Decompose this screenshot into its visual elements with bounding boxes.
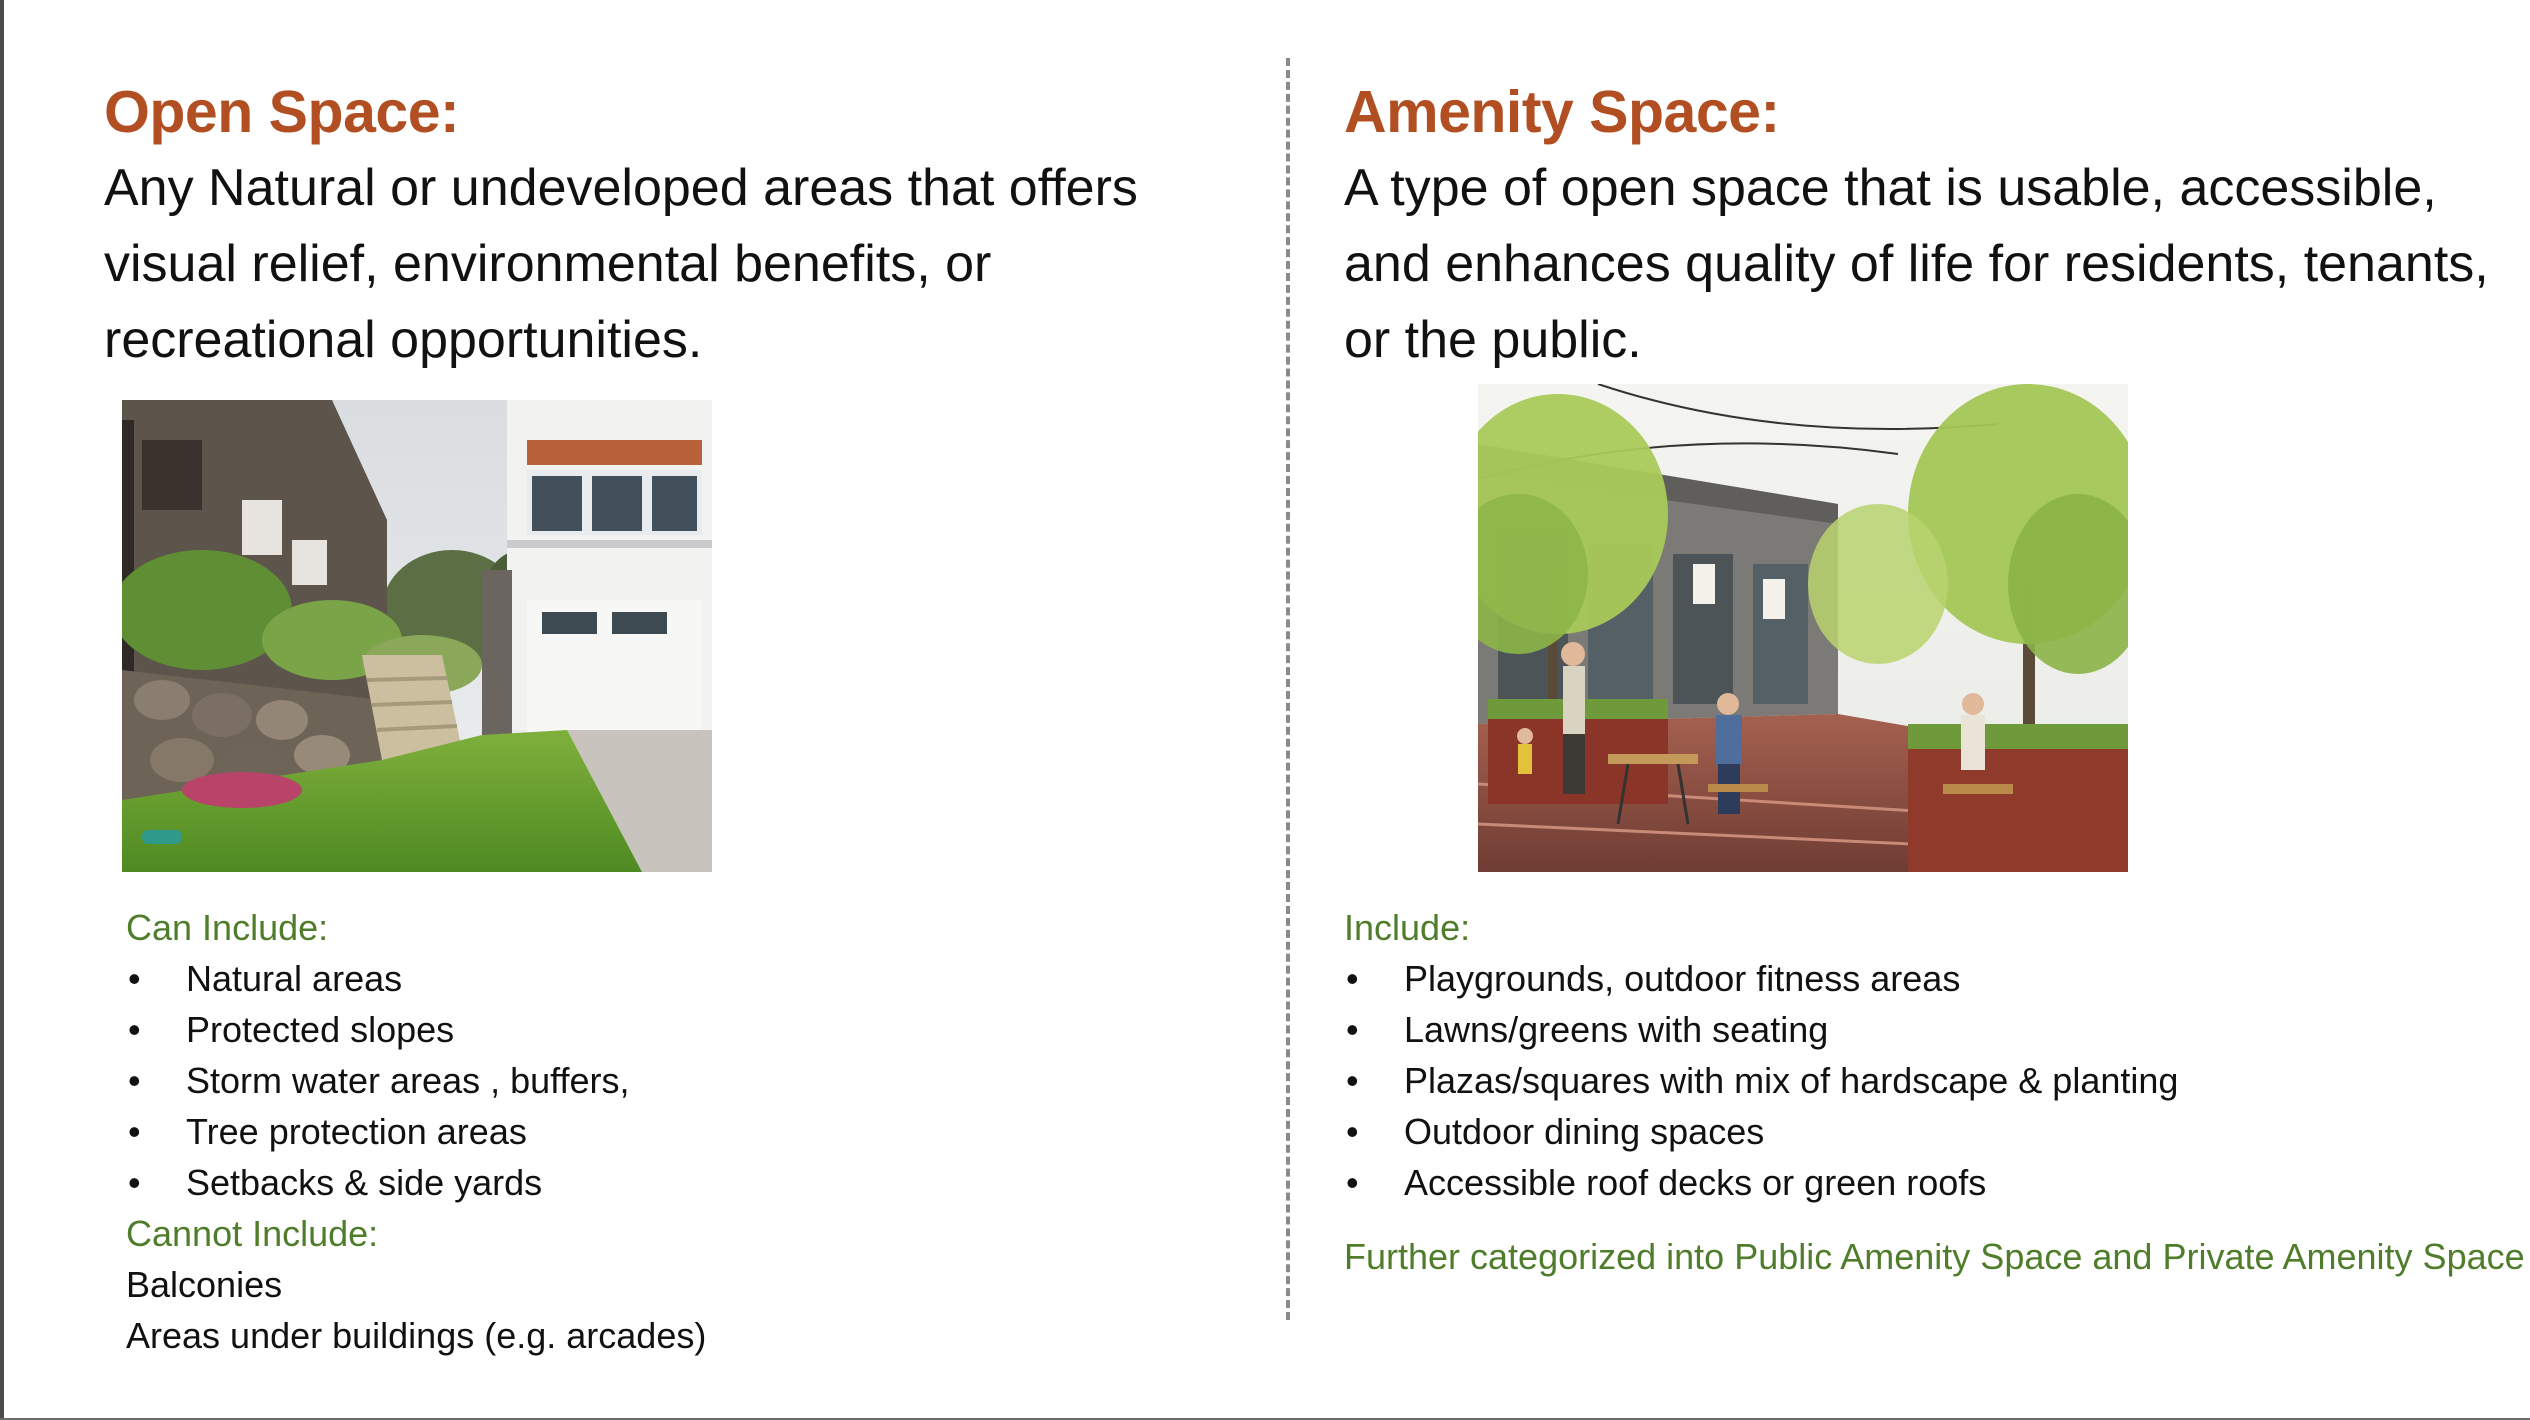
list-item: • Plazas/squares with mix of hardscape & planting [1344, 1055, 2178, 1106]
bullet-icon: • [1346, 1009, 1359, 1050]
can-include-label: Can Include: [126, 907, 329, 948]
cannot-include-item: Balconies [126, 1264, 283, 1305]
cannot-include-item: Areas under buildings (e.g. arcades) [126, 1315, 707, 1356]
bullet-icon: • [128, 958, 141, 999]
bullet-icon: • [128, 1009, 141, 1050]
bullet-icon: • [1346, 1162, 1359, 1203]
bullet-icon: • [128, 1162, 141, 1203]
amenity-space-photo [1478, 384, 2128, 872]
column-divider [1286, 58, 1290, 1320]
bullet-icon: • [1346, 1111, 1359, 1152]
slide-left-edge [0, 0, 4, 1420]
open-space-photo [122, 400, 712, 872]
list-item: • Protected slopes [126, 1004, 706, 1055]
open-space-lists [126, 902, 706, 1361]
bullet-icon: • [1346, 958, 1359, 999]
list-item: • Natural areas [126, 953, 706, 1004]
list-item: • Tree protection areas [126, 1106, 706, 1157]
list-item: • Storm water areas , buffers, [126, 1055, 706, 1106]
open-space-definition: Any Natural or undeveloped areas that offers visual relief, environmental benefits, or recreational opportunities. [104, 159, 1138, 369]
list-item: • Outdoor dining spaces [1344, 1106, 2178, 1157]
amenity-space-lists [1344, 902, 2178, 1208]
open-space-heading: Open Space: [104, 79, 460, 145]
list-item: • Playgrounds, outdoor fitness areas [1344, 953, 2178, 1004]
amenity-space-heading: Amenity Space: [1344, 79, 1780, 145]
bullet-icon: • [128, 1060, 141, 1101]
bullet-icon: • [128, 1111, 141, 1152]
amenity-categorization-note: Further categorized into Public Amenity Space and Private Amenity Space [1344, 1236, 2525, 1277]
bullet-icon: • [1346, 1060, 1359, 1101]
include-list [1344, 953, 2178, 1208]
amenity-space-definition: A type of open space that is usable, accessible, and enhances quality of life for residents, tenants, or the public. [1344, 159, 2489, 369]
cannot-include-label: Cannot Include: [126, 1213, 379, 1254]
list-item: • Setbacks & side yards [126, 1157, 706, 1208]
list-item: • Lawns/greens with seating [1344, 1004, 2178, 1055]
can-include-list [126, 953, 706, 1208]
include-label: Include: [1344, 907, 1471, 948]
list-item: • Accessible roof decks or green roofs [1344, 1157, 2178, 1208]
